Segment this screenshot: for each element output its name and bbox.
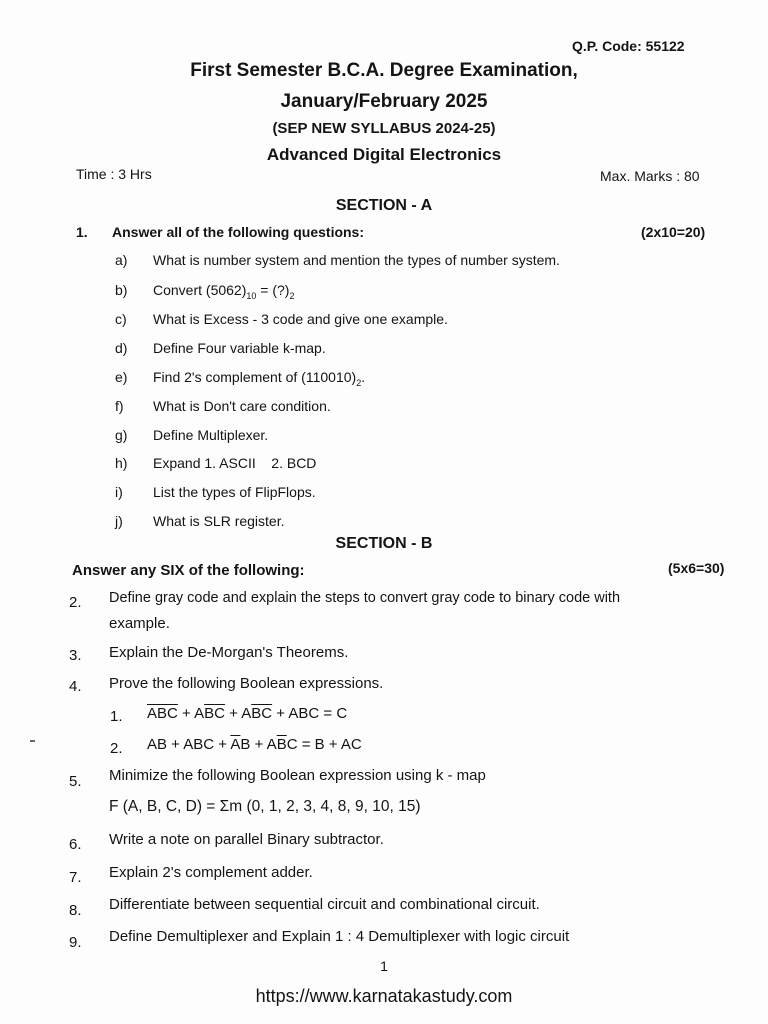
expression-label: 1.	[110, 708, 123, 725]
exam-title: First Semester B.C.A. Degree Examination,	[190, 60, 578, 81]
subq-label: b)	[115, 282, 128, 298]
question-text: Differentiate between sequential circuit and combinational circuit.	[109, 896, 540, 913]
question-1-number: 1.	[76, 224, 88, 240]
qp-code: Q.P. Code: 55122	[572, 38, 685, 54]
subq-text: Define Multiplexer.	[153, 427, 269, 443]
question-text: Prove the following Boolean expressions.	[109, 675, 384, 692]
expression-label: 2.	[110, 740, 123, 757]
subq-label: e)	[115, 369, 128, 385]
syllabus-note: (SEP NEW SYLLABUS 2024-25)	[272, 120, 496, 137]
section-a-heading: SECTION - A	[335, 197, 433, 214]
subq-text: What is number system and mention the types of number system.	[153, 252, 560, 268]
subject-title: Advanced Digital Electronics	[266, 145, 502, 164]
boolean-expression: AB + ABC + $\overline{A}B + A\overline{B}C = B$ + AC	[147, 736, 362, 753]
subq-label: d)	[115, 340, 128, 356]
question-text: Define gray code and explain the steps to convert gray code to binary code with	[109, 590, 621, 606]
subq-label: f)	[115, 398, 124, 414]
section-b-instruction: Answer any SIX of the following:	[72, 562, 305, 579]
question-text: Explain the De-Morgan's Theorems.	[109, 644, 349, 661]
question-number: 3.	[69, 647, 82, 664]
subq-text: Convert $(5062)_{10}$ = $(?)_2$	[153, 282, 295, 301]
section-b-marks: (5x6=30)	[668, 560, 725, 576]
subq-label: h)	[115, 455, 128, 471]
subq-text: What is Don't care condition.	[153, 398, 331, 414]
section-b-heading: SECTION - B	[335, 535, 433, 552]
question-number: 4.	[69, 678, 82, 695]
exam-time: Time : 3 Hrs	[76, 166, 152, 182]
max-marks: Max. Marks : 80	[600, 168, 700, 184]
subq-label: a)	[115, 252, 128, 268]
question-1-instruction: Answer all of the following questions:	[112, 224, 365, 240]
exam-session: January/February 2025	[280, 91, 488, 112]
subq-label: c)	[115, 311, 127, 327]
subq-text: Define Four variable k-map.	[153, 340, 326, 356]
subq-text: What is Excess - 3 code and give one example.	[153, 311, 448, 327]
question-number: 7.	[69, 869, 82, 886]
boolean-expression: $\overline{A}\overline{BC} + A\overline{B}\overline{C} + A\overline{BC}$ + ABC = C	[147, 705, 348, 722]
scan-speck	[30, 740, 35, 742]
subq-label: g)	[115, 427, 128, 443]
section-a-marks: (2x10=20)	[641, 224, 706, 240]
question-number: 9.	[69, 934, 82, 951]
subq-text: Expand 1. ASCII 2. BCD	[153, 455, 317, 471]
question-text: Minimize the following Boolean expression using k - map	[109, 767, 486, 784]
question-number: 5.	[69, 773, 82, 790]
question-number: 2.	[69, 594, 82, 611]
subq-label: j)	[115, 513, 123, 529]
question-text: Write a note on parallel Binary subtractor.	[109, 831, 384, 848]
subq-text: What is SLR register.	[153, 513, 285, 529]
footer-url: https://www.karnatakastudy.com	[255, 986, 513, 1006]
question-text-cont: F (A, B, C, D) = Σm (0, 1, 2, 3, 4, 8, 9, 10, 15)	[109, 798, 421, 815]
subq-text: List the types of FlipFlops.	[153, 484, 316, 500]
question-text-cont: example.	[109, 615, 170, 632]
question-number: 8.	[69, 902, 82, 919]
subq-label: i)	[115, 484, 123, 500]
question-text: Define Demultiplexer and Explain 1 : 4 Demultiplexer with logic circuit	[109, 928, 570, 945]
page-number: 1	[380, 958, 388, 974]
question-text: Explain 2's complement adder.	[109, 864, 313, 881]
question-number: 6.	[69, 836, 82, 853]
subq-text: Find 2's complement of $(110010)_2$.	[153, 369, 366, 388]
